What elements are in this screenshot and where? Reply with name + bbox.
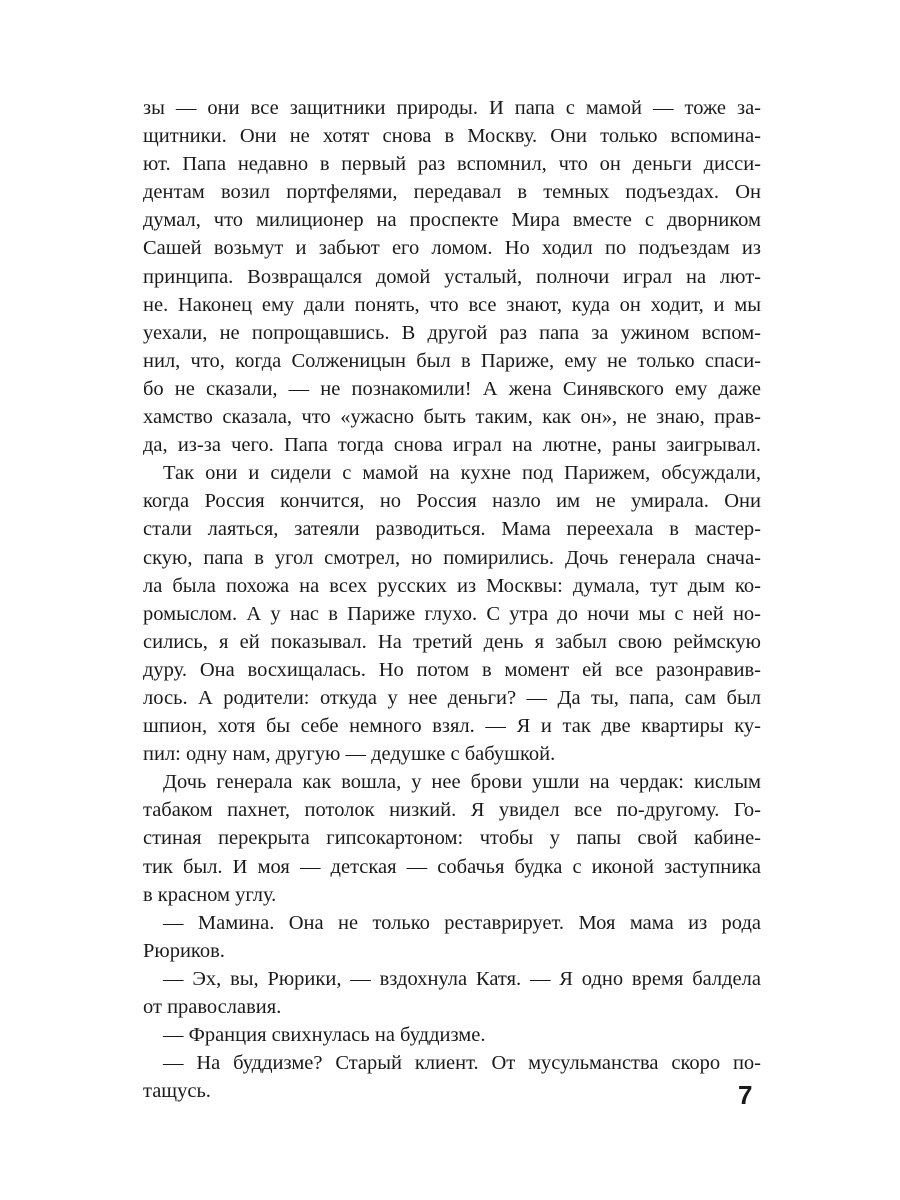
text-line: от православия. bbox=[143, 996, 282, 1018]
text-line: не. Наконец ему дали понять, что все знают, куда он ходит, и мы bbox=[143, 293, 761, 316]
paragraph-1 bbox=[143, 94, 761, 459]
text-line: ла была похожа на всех русских из Москвы: думала, тут дым ко- bbox=[143, 574, 761, 597]
text-line: думал, что милиционер на проспекте Мира вместе с дворником bbox=[143, 209, 761, 232]
paragraph-6 bbox=[143, 1021, 761, 1049]
text-line: ромыслом. А у нас в Париже глухо. С утра до ночи мы с ней но- bbox=[143, 602, 761, 625]
text-line: Так они и сидели с мамой на кухне под Парижем, обсуждали, bbox=[163, 462, 761, 485]
text-line: в красном углу. bbox=[143, 883, 277, 906]
text-line: — На буддизме? Старый клиент. От мусульманства скоро по- bbox=[163, 1052, 761, 1075]
text-line: зы — они все защитники природы. И папа с мамой — тоже за- bbox=[143, 97, 761, 119]
text-line: хамство сказала, что «ужасно быть таким, как он», не знаю, прав- bbox=[143, 406, 761, 429]
paragraph-5 bbox=[143, 965, 761, 1021]
page-number: 7 bbox=[738, 1080, 753, 1110]
text-line: стиная перекрыта гипсокартоном: чтобы у папы свой кабине- bbox=[143, 827, 761, 850]
text-line: дуру. Она восхищалась. Но потом в момент ей все разонравив- bbox=[143, 658, 761, 681]
text-line: шпион, хотя бы себе немного взял. — Я и так две квартиры ку- bbox=[143, 715, 761, 738]
text-line: табаком пахнет, потолок низкий. Я увидел все по-другому. Го- bbox=[143, 799, 761, 822]
text-line: тащусь. bbox=[143, 1080, 211, 1103]
text-line: принципа. Возвращался домой усталый, полночи играл на лют- bbox=[143, 265, 761, 288]
text-line: Сашей возьмут и забьют его ломом. Но ходил по подъездам из bbox=[143, 237, 761, 260]
text-line: пил: одну нам, другую — дедушке с бабушкой. bbox=[143, 743, 556, 766]
text-line: Дочь генерала как вошла, у нее брови ушли на чердак: кислым bbox=[163, 771, 761, 794]
text-line: нил, что, когда Солженицын был в Париже, ему не только спаси- bbox=[143, 349, 761, 372]
text-line: уехали, не попрощавшись. В другой раз папа за ужином вспом- bbox=[143, 321, 761, 344]
text-line: стали лаяться, затеяли разводиться. Мама переехала в мастер- bbox=[143, 518, 761, 541]
text-line: дентам возил портфелями, передавал в темных подъездах. Он bbox=[143, 181, 761, 204]
paragraph-3 bbox=[143, 768, 761, 908]
text-line: Рюриков. bbox=[143, 939, 225, 962]
text-line: сились, я ей показывал. На третий день я забыл свою реймскую bbox=[143, 630, 761, 653]
text-line: скую, папа в угол смотрел, но помирились. Дочь генерала снача- bbox=[143, 546, 761, 569]
text-line: — Франция свихнулась на буддизме. bbox=[163, 1024, 486, 1047]
text-line: тик был. И моя — детская — собачья будка с иконой заступника bbox=[143, 855, 761, 878]
text-line: — Эх, вы, Рюрики, — вздохнула Катя. — Я одно время балдела bbox=[163, 967, 761, 990]
text-line: когда Россия кончится, но Россия назло им не умирала. Они bbox=[143, 490, 761, 513]
text-line: лось. А родители: откуда у нее деньги? — Да ты, папа, сам был bbox=[143, 686, 761, 709]
body-text bbox=[143, 94, 761, 1105]
text-line: — Мамина. Она не только реставрирует. Моя мама из рода bbox=[163, 911, 761, 934]
text-line: бо не сказали, — не познакомили! А жена Синявского ему даже bbox=[143, 377, 761, 400]
paragraph-7 bbox=[143, 1049, 761, 1105]
text-line: ют. Папа недавно в первый раз вспомнил, что он деньги дисси- bbox=[143, 153, 761, 176]
text-line: да, из-за чего. Папа тогда снова играл на лютне, раны заигрывал. bbox=[143, 434, 761, 457]
paragraph-2 bbox=[143, 459, 761, 768]
text-line: щитники. Они не хотят снова в Москву. Они только вспомина- bbox=[143, 125, 761, 148]
paragraph-4 bbox=[143, 909, 761, 965]
